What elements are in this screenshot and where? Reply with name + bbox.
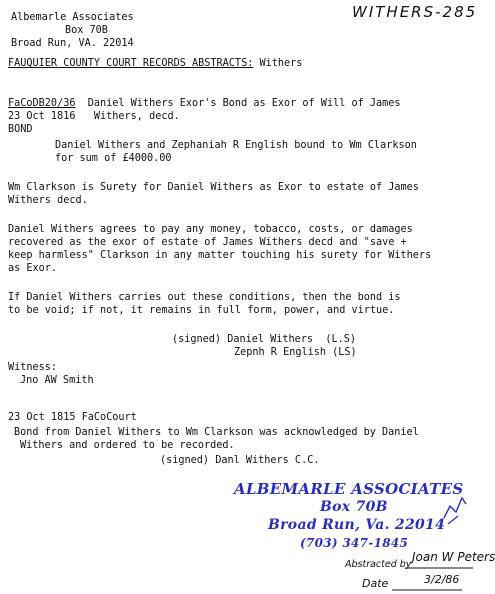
stamp-line-2: Box 70B bbox=[320, 499, 388, 515]
date-underline bbox=[392, 588, 462, 592]
witness-label: Witness: bbox=[8, 362, 58, 373]
witness-name: Jno AW Smith bbox=[20, 375, 94, 386]
paragraph-agreement-1: Daniel Withers agrees to pay any money, tobacco, costs, or damages bbox=[8, 224, 413, 235]
paragraph-agreement-3: keep harmless" Clarkson in any matter touching his surety for Withers bbox=[8, 250, 432, 261]
stamp-scribble-icon bbox=[440, 488, 470, 528]
abstracted-name: Joan W Peters bbox=[412, 550, 495, 564]
court-signature: (signed) Danl Withers C.C. bbox=[160, 455, 320, 466]
signature-line-1: (signed) Daniel Withers (L.S) bbox=[172, 334, 357, 345]
heading-name: Withers bbox=[259, 58, 303, 69]
bond-line-1: Daniel Withers and Zephaniah R English bound to Wm Clarkson bbox=[55, 140, 417, 151]
stamp-line-1: ALBEMARLE ASSOCIATES bbox=[234, 480, 464, 498]
handwritten-note: WITHERS-285 bbox=[352, 3, 478, 21]
record-title: Daniel Withers Exor's Bond as Exor of Will of James bbox=[75, 98, 401, 109]
date-value: 3/2/86 bbox=[424, 573, 460, 586]
address-line-1: Albemarle Associates bbox=[11, 12, 134, 23]
abstracted-underline bbox=[405, 566, 473, 570]
court-date: 23 Oct 1815 FaCoCourt bbox=[8, 412, 137, 423]
record-date-line: 23 Oct 1816 Withers, decd. bbox=[8, 111, 180, 122]
court-line-1: Bond from Daniel Withers to Wm Clarkson was acknowledged by Daniel bbox=[14, 427, 419, 438]
stamp-line-4: (703) 347-1845 bbox=[300, 536, 409, 550]
date-label: Date bbox=[362, 577, 389, 590]
bond-label: BOND bbox=[8, 124, 33, 135]
address-line-2: Box 70B bbox=[65, 25, 108, 36]
heading-label: FAUQUIER COUNTY COURT RECORDS ABSTRACTS: bbox=[8, 58, 254, 69]
record-reference-line bbox=[8, 98, 401, 110]
signature-line-2: Zepnh R English (LS) bbox=[234, 347, 357, 358]
abstracted-label: Abstracted by bbox=[345, 559, 412, 570]
address-line-3: Broad Run, VA. 22014 bbox=[11, 38, 134, 49]
document-heading bbox=[8, 58, 302, 70]
record-reference: FaCoDB20/36 bbox=[8, 98, 76, 109]
paragraph-agreement-2: recovered as the exor of estate of James Withers decd and "save + bbox=[8, 237, 407, 248]
bond-line-2: for sum of £4000.00 bbox=[55, 153, 172, 164]
paragraph-surety-2: Withers decd. bbox=[8, 195, 88, 206]
stamp-line-3: Broad Run, Va. 22014 bbox=[268, 517, 446, 533]
court-line-2: Withers and ordered to be recorded. bbox=[20, 440, 235, 451]
paragraph-conditions-2: to be void; if not, it remains in full form, power, and virtue. bbox=[8, 305, 395, 316]
paragraph-conditions-1: If Daniel Withers carries out these conditions, then the bond is bbox=[8, 292, 401, 303]
paragraph-surety-1: Wm Clarkson is Surety for Daniel Withers as Exor to estate of James bbox=[8, 182, 419, 193]
paragraph-agreement-4: as Exor. bbox=[8, 263, 58, 274]
